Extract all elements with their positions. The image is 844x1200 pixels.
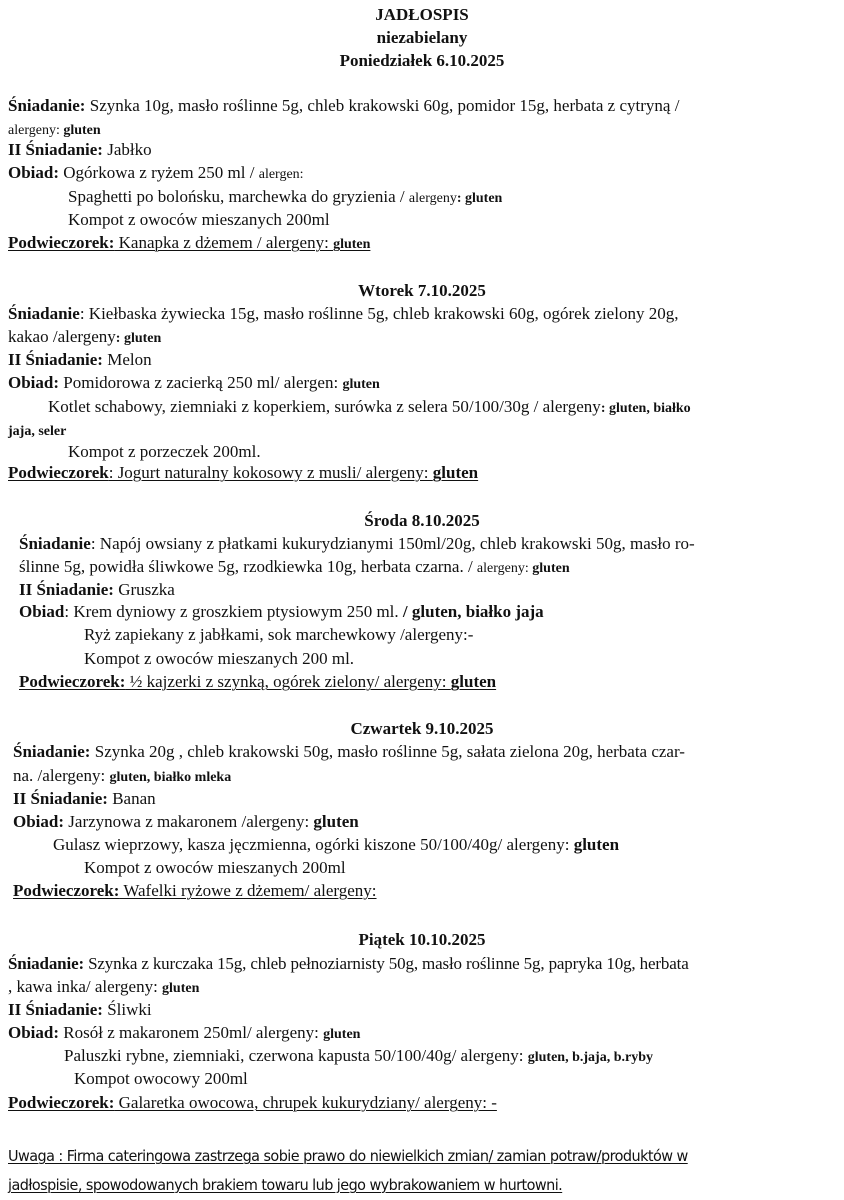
snack-label: Podwieczorek: [8, 463, 109, 482]
second-breakfast-label: II Śniadanie:: [13, 789, 108, 808]
breakfast-thursday: [13, 741, 685, 763]
snack-label: Podwieczorek:: [8, 233, 115, 252]
lunch-allergen-label: alergen:: [258, 167, 304, 182]
second-breakfast-label: II Śniadanie:: [19, 580, 114, 599]
allergens-value: gluten: [532, 561, 570, 576]
compote-monday: Kompot z owoców mieszanych 200ml: [68, 210, 330, 229]
second-breakfast-tuesday: [8, 349, 152, 371]
second-breakfast-wednesday: [19, 579, 175, 601]
snack-friday: [8, 1092, 497, 1114]
footer-note-line2: jadłospisie, spowodowanych brakiem towaru lub jego wybrakowaniem w hurtowni.: [8, 1176, 563, 1194]
breakfast-allergens-tuesday: [8, 326, 161, 350]
breakfast-text: Szynka z kurczaka 15g, chleb pełnoziarnisty 50g, masło roślinne 5g, papryka 10g, herbata: [83, 954, 689, 973]
second-breakfast-label: II Śniadanie:: [8, 350, 103, 369]
breakfast-text: : Napój owsiany z płatkami kukurydzianymi 150ml/20g, chleb krakowski 50g, masło ro-: [90, 534, 695, 553]
lunch-label: Obiad:: [8, 1023, 60, 1042]
breakfast-text-cont: ślinne 5g, powidła śliwkowe 5g, rzodkiewka 10g, herbata czarna. /: [19, 557, 477, 576]
snack-tuesday: [8, 462, 478, 484]
breakfast-monday: [8, 95, 679, 117]
second-breakfast-label: II Śniadanie:: [8, 1000, 103, 1019]
snack-wednesday: [19, 671, 496, 693]
allergens-value: : gluten: [115, 331, 162, 346]
lunch-label: Obiad:: [8, 373, 60, 392]
compote-wednesday: Kompot z owoców mieszanych 200 ml.: [84, 649, 355, 668]
allergens-label: alergeny:: [476, 561, 533, 576]
second-breakfast-thursday: [13, 788, 156, 810]
lunch-text: Ogórkowa z ryżem 250 ml /: [59, 163, 259, 182]
snack-text: Galaretka owocowa, chrupek kukurydziany/ alergeny: -: [114, 1093, 497, 1112]
snack-allergens: gluten: [333, 237, 371, 252]
breakfast-friday: [8, 953, 689, 975]
document-title: JADŁOSPIS: [375, 5, 469, 24]
allergens-value: gluten: [162, 981, 200, 996]
snack-label: Podwieczorek:: [13, 881, 120, 900]
snack-text: Kanapka z dżemem / alergeny:: [114, 233, 334, 252]
lunch-text: Pomidorowa z zacierką 250 ml/ alergen:: [59, 373, 343, 392]
lunch-friday: [8, 1022, 360, 1046]
breakfast-tuesday: [8, 303, 678, 325]
breakfast-label: Śniadanie: [8, 304, 80, 323]
main-course-friday: [64, 1045, 653, 1069]
snack-text: ½ kajzerki z szynką, ogórek zielony/ alergeny:: [125, 672, 451, 691]
second-breakfast-text: Śliwki: [102, 1000, 152, 1019]
lunch-text: Rosół z makaronem 250ml/ alergeny:: [59, 1023, 324, 1042]
main-course-allergens-cont-tuesday: [8, 419, 66, 443]
allergens-label: alergeny:: [8, 123, 64, 138]
lunch-label: Obiad:: [8, 163, 60, 182]
breakfast-label: Śniadanie:: [8, 96, 86, 115]
day-heading-tuesday: Wtorek 7.10.2025: [358, 281, 486, 300]
compote-tuesday: Kompot z porzeczek 200ml.: [68, 442, 261, 461]
main-course-thursday: [53, 834, 619, 856]
snack-thursday: [13, 880, 377, 902]
breakfast-text: : Kiełbaska żywiecka 15g, masło roślinne 5g, chleb krakowski 60g, ogórek zielony 20g,: [79, 304, 679, 323]
main-course-wednesday: Ryż zapiekany z jabłkami, sok marchewkowy /alergeny:-: [84, 625, 474, 644]
lunch-text: : Krem dyniowy z groszkiem ptysiowym 250 ml.: [64, 602, 403, 621]
day-heading-wednesday: Środa 8.10.2025: [364, 511, 480, 530]
second-breakfast-text: Melon: [102, 350, 152, 369]
snack-text: : Jogurt naturalny kokosowy z musli/ alergeny:: [108, 463, 433, 482]
snack-text: Wafelki ryżowe z dżemem/ alergeny:: [119, 881, 377, 900]
main-course-allergens: : gluten: [456, 191, 503, 206]
main-course-allergens: : gluten, białko: [600, 401, 691, 416]
second-breakfast-monday: [8, 139, 152, 161]
allergens-label: kakao /alergeny: [8, 327, 116, 346]
compote-thursday: Kompot z owoców mieszanych 200ml: [84, 858, 346, 877]
breakfast-text-cont: na. /alergeny:: [13, 766, 110, 785]
second-breakfast-text: Gruszka: [113, 580, 175, 599]
allergens-value: gluten, białko mleka: [109, 770, 232, 785]
snack-label: Podwieczorek:: [19, 672, 126, 691]
day-heading-monday: Poniedziałek 6.10.2025: [339, 51, 505, 70]
lunch-label: Obiad:: [13, 812, 65, 831]
breakfast-label: Śniadanie:: [8, 954, 84, 973]
breakfast-label: Śniadanie:: [13, 742, 91, 761]
snack-label: Podwieczorek:: [8, 1093, 115, 1112]
allergens-value: gluten: [63, 123, 101, 138]
lunch-allergens: / gluten, białko jaja: [402, 602, 544, 621]
breakfast-label: Śniadanie: [19, 534, 91, 553]
breakfast-text: Szynka 10g, masło roślinne 5g, chleb krakowski 60g, pomidor 15g, herbata z cytryną /: [85, 96, 680, 115]
snack-allergens: gluten: [432, 463, 479, 482]
day-heading-thursday: Czwartek 9.10.2025: [350, 719, 494, 738]
compote-friday: Kompot owocowy 200ml: [74, 1069, 248, 1088]
main-course-text: Gulasz wieprzowy, kasza jęczmienna, ogórki kiszone 50/100/40g/ alergeny:: [53, 835, 574, 854]
main-course-text: Kotlet schabowy, ziemniaki z koperkiem, surówka z selera 50/100/30g / alergeny: [48, 397, 601, 416]
lunch-allergens: gluten: [323, 1027, 361, 1042]
main-course-text: Spaghetti po bolońsku, marchewka do gryzienia /: [68, 187, 409, 206]
day-heading-friday: Piątek 10.10.2025: [358, 930, 486, 949]
main-course-allergens-cont: jaja, seler: [8, 424, 67, 439]
main-course-monday: [68, 186, 502, 210]
breakfast-wednesday: [19, 533, 695, 555]
document-subtitle: niezabielany: [376, 28, 468, 47]
second-breakfast-text: Jabłko: [102, 140, 152, 159]
lunch-thursday: [13, 811, 359, 833]
lunch-tuesday: [8, 372, 380, 396]
breakfast-text: Szynka 20g , chleb krakowski 50g, masło roślinne 5g, sałata zielona 20g, herbata czar-: [90, 742, 685, 761]
main-course-allergen-label: alergeny: [408, 191, 457, 206]
lunch-wednesday: [19, 601, 544, 623]
main-course-text: Paluszki rybne, ziemniaki, czerwona kapusta 50/100/40g/ alergeny:: [64, 1046, 528, 1065]
breakfast-line2-thursday: [13, 765, 231, 789]
lunch-allergens: gluten: [313, 812, 359, 831]
lunch-allergens: gluten: [342, 377, 380, 392]
main-course-tuesday: [48, 396, 691, 420]
lunch-monday: [8, 162, 304, 186]
snack-allergens: gluten: [450, 672, 497, 691]
breakfast-line2-friday: [8, 976, 199, 1000]
main-course-allergens: gluten: [573, 835, 620, 854]
lunch-label: Obiad: [19, 602, 65, 621]
second-breakfast-friday: [8, 999, 152, 1021]
footer-note-line1: Uwaga : Firma cateringowa zastrzega sobie prawo do niewielkich zmian/ zamian potraw/produktów w: [8, 1147, 688, 1165]
second-breakfast-text: Banan: [107, 789, 156, 808]
breakfast-text-cont: , kawa inka/ alergeny:: [8, 977, 163, 996]
breakfast-line2-wednesday: [19, 556, 570, 580]
second-breakfast-label: II Śniadanie:: [8, 140, 103, 159]
main-course-allergens: gluten, b.jaja, b.ryby: [527, 1050, 653, 1065]
lunch-text: Jarzynowa z makaronem /alergeny:: [64, 812, 314, 831]
snack-monday: [8, 232, 370, 256]
